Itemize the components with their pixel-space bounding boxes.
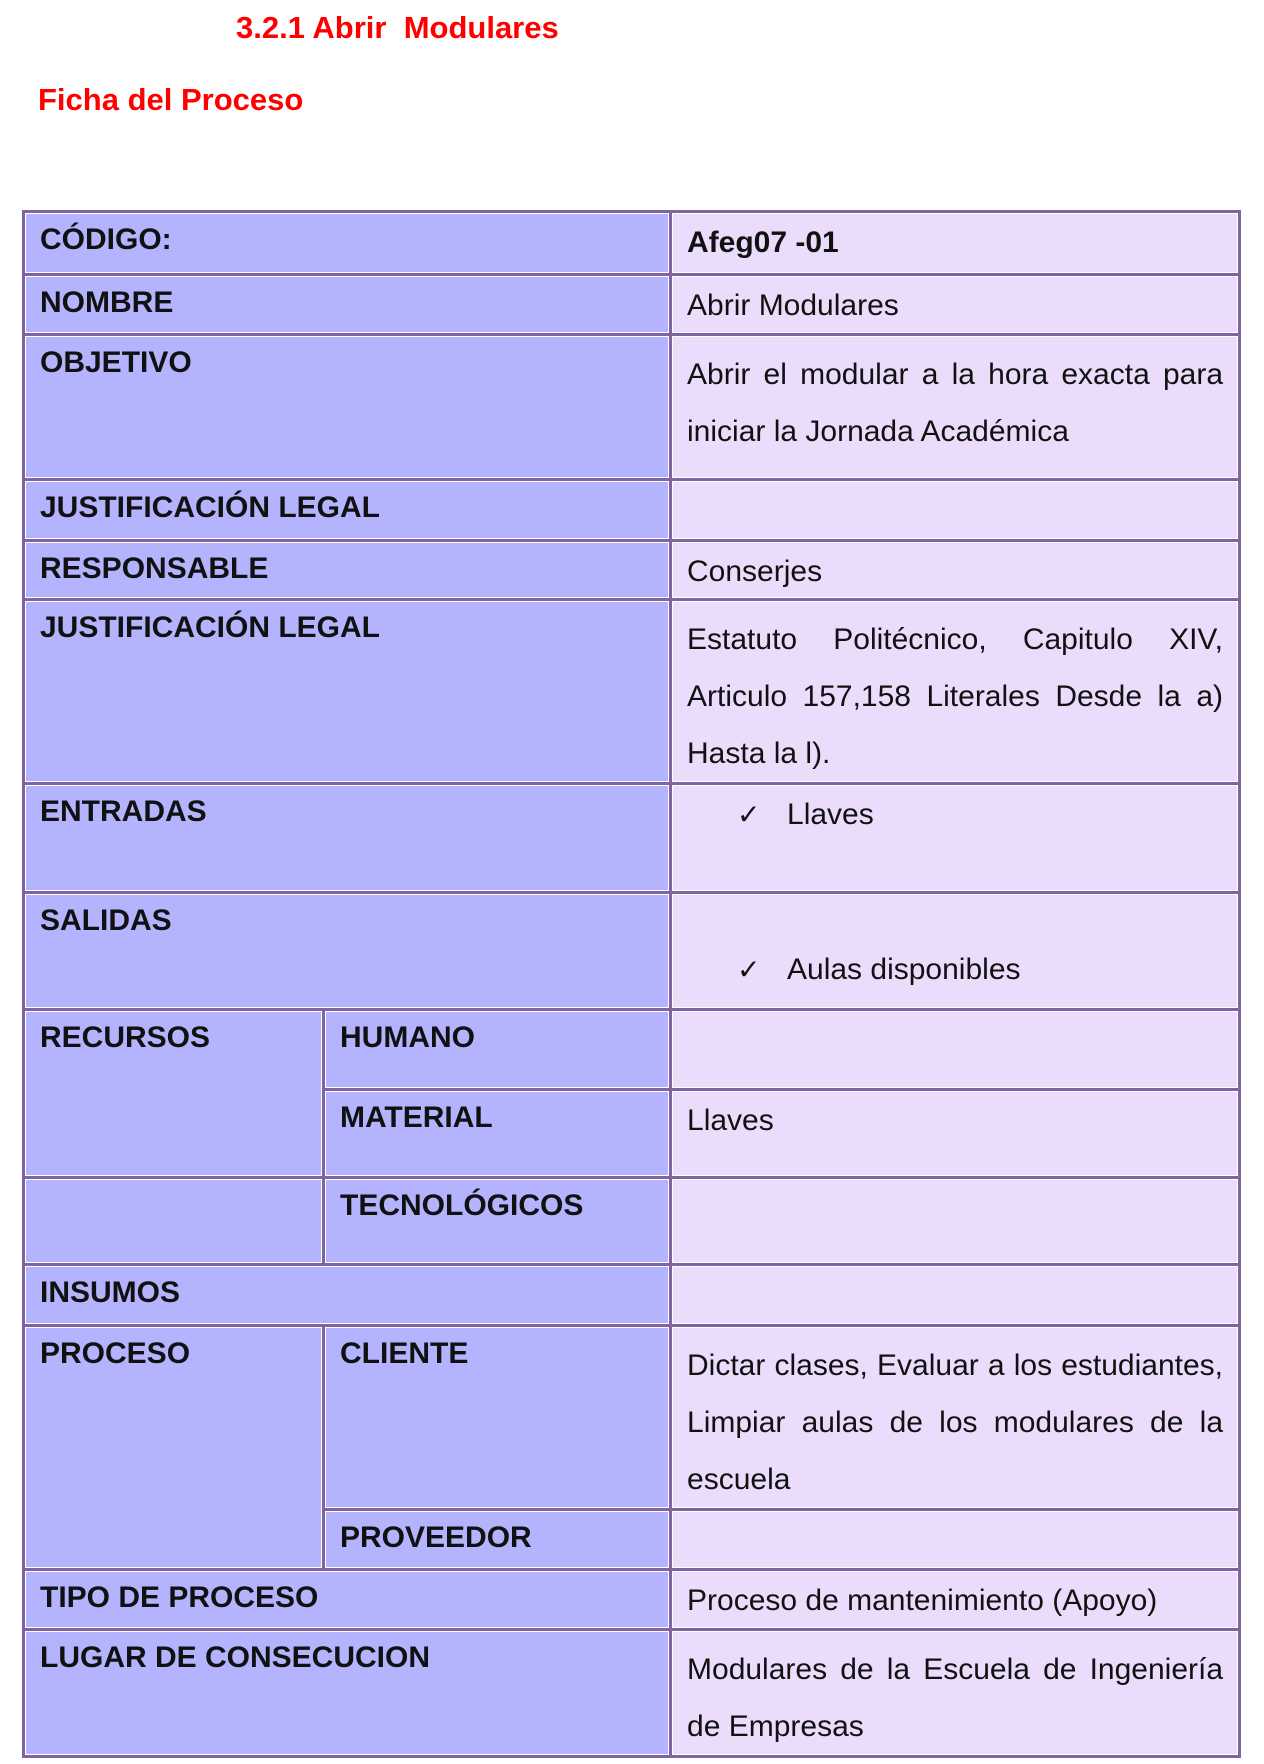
row-tipo <box>24 1570 1240 1630</box>
section-title: 3.2.1 Abrir Modulares <box>236 10 559 45</box>
entradas-item <box>687 795 1223 835</box>
row-salidas <box>24 893 1240 1010</box>
entradas-item-text: Llaves <box>787 798 874 831</box>
humano-label: HUMANO <box>324 1010 671 1090</box>
tipo-value: Proceso de mantenimiento (Apoyo) <box>671 1570 1240 1630</box>
entradas-value <box>671 784 1240 893</box>
row-responsable <box>24 541 1240 600</box>
row-justificacion-2 <box>24 600 1240 784</box>
objetivo-label: OBJETIVO <box>24 335 671 480</box>
proceso-label: PROCESO <box>24 1326 324 1570</box>
justificacion-2-label: JUSTIFICACIÓN LEGAL <box>24 600 671 784</box>
justificacion-1-value <box>671 480 1240 541</box>
justificacion-2-value: Estatuto Politécnico, Capitulo XIV, Articulo 157,158 Literales Desde la a) Hasta la l). <box>671 600 1240 784</box>
humano-value <box>671 1010 1240 1090</box>
row-codigo <box>24 212 1240 275</box>
tipo-label: TIPO DE PROCESO <box>24 1570 671 1630</box>
salidas-label: SALIDAS <box>24 893 671 1010</box>
row-lugar <box>24 1630 1240 1757</box>
lugar-label: LUGAR DE CONSECUCION <box>24 1630 671 1757</box>
checkmark-icon: ✓ <box>737 954 761 985</box>
salidas-item-text: Aulas disponibles <box>787 953 1021 986</box>
nombre-label: NOMBRE <box>24 275 671 335</box>
row-entradas <box>24 784 1240 893</box>
material-value: Llaves <box>671 1090 1240 1178</box>
cliente-label: CLIENTE <box>324 1326 671 1510</box>
responsable-value: Conserjes <box>671 541 1240 600</box>
process-sheet-table <box>22 210 1241 1758</box>
lugar-value: Modulares de la Escuela de Ingeniería de Empresas <box>671 1630 1240 1757</box>
insumos-value <box>671 1265 1240 1326</box>
recursos-label: RECURSOS <box>24 1010 324 1178</box>
row-nombre <box>24 275 1240 335</box>
proveedor-label: PROVEEDOR <box>324 1510 671 1570</box>
row-objetivo <box>24 335 1240 480</box>
insumos-label: INSUMOS <box>24 1265 671 1326</box>
objetivo-value: Abrir el modular a la hora exacta para iniciar la Jornada Académica <box>671 335 1240 480</box>
salidas-value <box>671 893 1240 1010</box>
row-recursos-tecnologicos <box>24 1178 1240 1265</box>
justificacion-1-label: JUSTIFICACIÓN LEGAL <box>24 480 671 541</box>
codigo-label: CÓDIGO: <box>24 212 671 275</box>
salidas-item <box>687 950 1223 990</box>
proveedor-value <box>671 1510 1240 1570</box>
cliente-value: Dictar clases, Evaluar a los estudiantes, Limpiar aulas de los modulares de la escuela <box>671 1326 1240 1510</box>
row-recursos-humano <box>24 1010 1240 1090</box>
material-label: MATERIAL <box>324 1090 671 1178</box>
row-proceso-cliente <box>24 1326 1240 1510</box>
codigo-value: Afeg07 -01 <box>671 212 1240 275</box>
tecnologicos-empty-cell <box>24 1178 324 1265</box>
row-insumos <box>24 1265 1240 1326</box>
page-subtitle: Ficha del Proceso <box>38 82 304 117</box>
entradas-label: ENTRADAS <box>24 784 671 893</box>
checkmark-icon: ✓ <box>737 799 761 830</box>
nombre-value: Abrir Modulares <box>671 275 1240 335</box>
tecnologicos-label: TECNOLÓGICOS <box>324 1178 671 1265</box>
responsable-label: RESPONSABLE <box>24 541 671 600</box>
row-justificacion-1 <box>24 480 1240 541</box>
tecnologicos-value <box>671 1178 1240 1265</box>
